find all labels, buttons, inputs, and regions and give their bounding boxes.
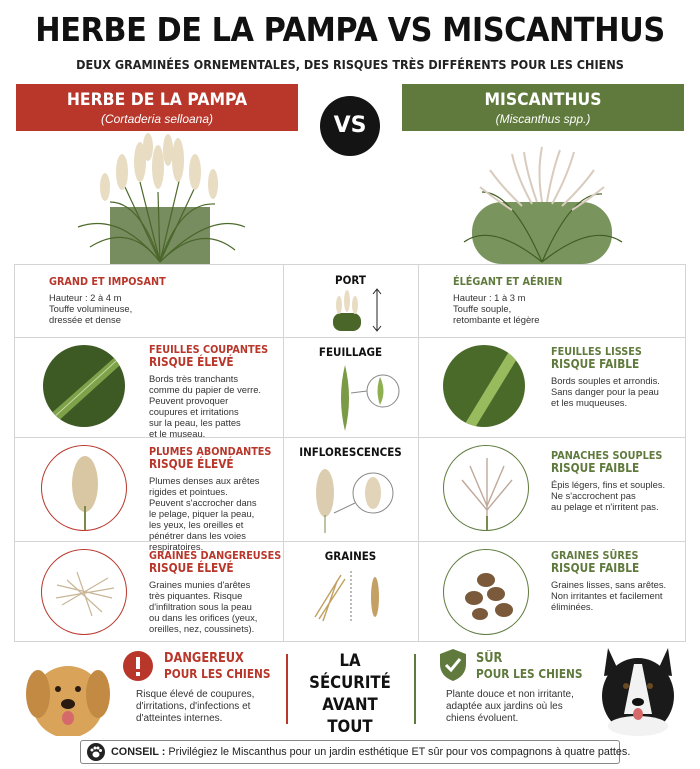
leaf-icon (333, 363, 403, 433)
feuillage-title: FEUILLAGE (318, 345, 383, 359)
border-collie-photo (590, 634, 686, 736)
safe-subheading: POUR LES CHIENS (476, 667, 583, 681)
miscanthus-name: MISCANTHUS (484, 90, 602, 110)
danger-heading: DANGEREUX (164, 651, 244, 666)
pampa-port-cell (49, 275, 269, 325)
pampas-plant-icon (70, 132, 250, 264)
miscanthus-plume-photo (443, 445, 529, 531)
miscanthus-banner (402, 84, 684, 131)
miscanthus-seed-text: Graines lisses, sans arêtes. Non irritantes et facilement éliminées. (551, 579, 667, 612)
miscanthus-seed-heading: GRAINES SÛRES (551, 549, 639, 562)
pampa-port-text: Hauteur : 2 à 4 m Touffe volumineuse, dressée et dense (49, 292, 133, 325)
pampa-leaf-text: Bords très tranchants comme du papier de verre. Peuvent provoquer coupures et irritations sur la peau, les pattes et le museau. (149, 373, 262, 439)
pampa-seed-cell (149, 549, 281, 634)
miscanthus-leaf-photo (443, 345, 525, 427)
divider-left (286, 654, 288, 724)
pampa-plume-risk: RISQUE ÉLEVÉ (149, 457, 234, 471)
miscanthus-seed-photo (443, 549, 529, 635)
pampa-seed-heading: GRAINES DANGEREUSES (149, 549, 282, 562)
seed-icon (311, 567, 391, 627)
pampa-leaf-cell (149, 343, 279, 439)
miscanthus-port-heading: ÉLÉGANT ET AÉRIEN (453, 275, 563, 288)
pampa-banner (16, 84, 298, 131)
miscanthus-plant-icon (452, 132, 632, 264)
vs-badge: VS (320, 96, 380, 156)
pampa-port-heading: GRAND ET IMPOSANT (49, 275, 166, 288)
pampa-seed-photo (41, 549, 127, 635)
divider-right (414, 654, 416, 724)
inflorescences-title: INFLORESCENCES (299, 445, 402, 459)
pampa-name: HERBE DE LA PAMPA (66, 90, 248, 110)
miscanthus-plume-cell (551, 449, 683, 512)
pampa-leaf-risk: RISQUE ÉLEVÉ (149, 355, 234, 369)
tip-label: CONSEIL : (111, 746, 166, 758)
miscanthus-plume-text: Épis légers, fins et souples. Ne s'accrochent pas au pelage et n'irritent pas. (551, 479, 666, 512)
pampa-latin: (Cortaderia selloana) (100, 112, 214, 126)
safe-text: Plante douce et non irritante, adaptée aux jardins où les chiens évoluent. (446, 689, 574, 724)
miscanthus-seed-risk: RISQUE FAIBLE (551, 561, 640, 575)
miscanthus-leaf-risk: RISQUE FAIBLE (551, 357, 640, 371)
miscanthus-plume-heading: PANACHES SOUPLES (551, 449, 663, 462)
graines-title: GRAINES (324, 549, 377, 563)
pampa-seed-text: Graines munies d'arêtes très piquantes. Risque d'infiltration sous la peau ou dans les orifices (yeux, oreilles, nez, coussinets). (149, 579, 258, 634)
height-arrow-icon (371, 287, 383, 333)
pampa-leaf-heading: FEUILLES COUPANTES (149, 343, 269, 356)
pampa-plume-cell (149, 445, 281, 552)
page-title: HERBE DE LA PAMPA VS MISCANTHUS (35, 10, 665, 49)
golden-retriever-photo (18, 644, 118, 736)
miscanthus-leaf-cell (551, 345, 681, 408)
pampa-plume-text: Plumes denses aux arêtes rigides et pointues. Peuvent s'accrocher dans le pelage, piquer la peau, les yeux, les oreilles et pénétrer dans les voies respiratoires. (149, 475, 260, 552)
warning-icon (122, 650, 154, 682)
miscanthus-latin: (Miscanthus spp.) (495, 112, 591, 126)
page-subtitle: DEUX GRAMINÉES ORNEMENTALES, DES RISQUES TRÈS DIFFÉRENTS POUR LES CHIENS (76, 57, 624, 72)
pampa-leaf-photo (43, 345, 125, 427)
comparison-grid (14, 264, 686, 642)
miscanthus-port-cell (453, 275, 673, 325)
danger-text: Risque élevé de coupures, d'irritations, d'infections et d'atteintes internes. (136, 689, 255, 724)
pampa-seed-risk: RISQUE ÉLEVÉ (149, 561, 234, 575)
shield-check-icon (438, 648, 468, 682)
pampa-plume-photo (41, 445, 127, 531)
pampa-plume-heading: PLUMES ABONDANTES (149, 445, 272, 458)
tip-text: Privilégiez le Miscanthus pour un jardin esthétique ET sûr pour vos compagnons à quatre pattes. (168, 746, 631, 758)
paw-icon (87, 743, 105, 761)
miscanthus-leaf-heading: FEUILLES LISSES (551, 345, 642, 358)
tip-box (80, 740, 631, 764)
miscanthus-port-text: Hauteur : 1 à 3 m Touffe souple, retombante et légère (453, 292, 540, 325)
port-title: PORT (335, 273, 366, 287)
miscanthus-plume-risk: RISQUE FAIBLE (551, 461, 640, 475)
miscanthus-seed-cell (551, 549, 683, 612)
plume-icon (309, 463, 399, 533)
danger-subheading: POUR LES CHIENS (164, 667, 271, 681)
safe-heading: SÛR (476, 651, 503, 666)
miscanthus-leaf-text: Bords souples et arrondis. Sans danger pour la peau et les muqueuses. (551, 375, 660, 408)
small-pampas-icon (327, 287, 367, 333)
summary-section (14, 644, 686, 736)
safety-slogan: LA SÉCURITÉ AVANT TOUT (309, 651, 391, 737)
